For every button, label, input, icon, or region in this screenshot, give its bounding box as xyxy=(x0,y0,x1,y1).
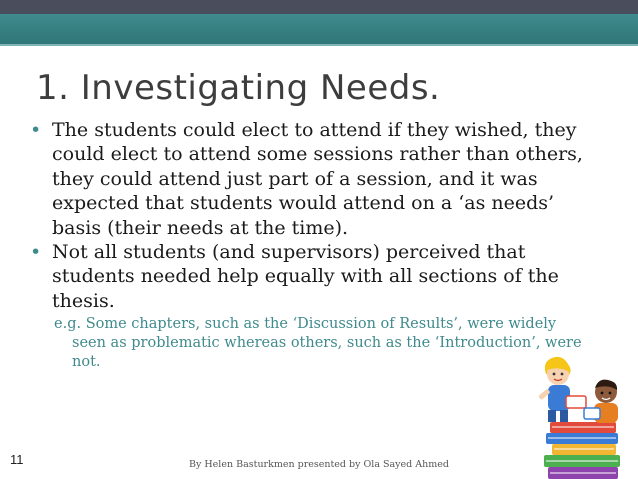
bullet-item xyxy=(30,240,600,313)
example-text: e.g. Some chapters, such as the ‘Discussion of Results’, were widely seen as problematic whereas others, such as the ‘Introduction’, were not. xyxy=(54,316,582,371)
bullet-marker: • xyxy=(30,119,42,141)
bullet-text: Not all students (and supervisors) perceived that students needed help equally with all sections of the thesis. xyxy=(52,241,559,312)
slide-title: 1. Investigating Needs. xyxy=(36,68,441,108)
header-divider xyxy=(0,44,638,46)
slide-number: 11 xyxy=(10,452,24,467)
header-band-dark xyxy=(0,0,638,14)
bullet-text: The students could elect to attend if they wished, they could elect to attend some sessions rather than others, they could attend just part of a session, and it was expected that students would attend on a ‘as needs’ basis (their needs at the time). xyxy=(52,119,583,239)
bullet-item xyxy=(30,118,600,240)
slide-content xyxy=(30,118,600,372)
bullet-marker: • xyxy=(30,241,42,264)
header-band-teal xyxy=(0,14,638,44)
slide-footer: By Helen Basturkmen presented by Ola Sayed Ahmed xyxy=(189,459,449,470)
